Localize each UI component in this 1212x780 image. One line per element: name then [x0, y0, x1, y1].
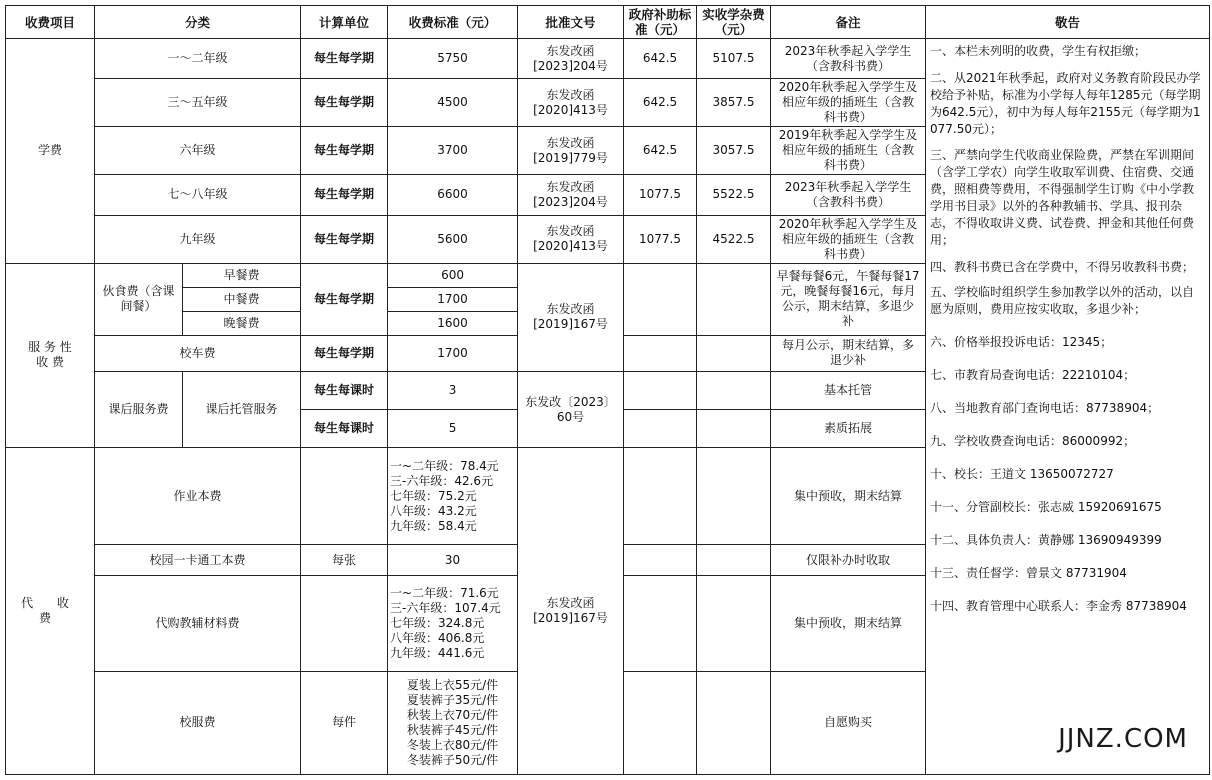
notice-item: 九、学校收费查询电话：86000992； — [930, 434, 1136, 449]
meal-name: 晚餐费 — [183, 311, 301, 335]
doc-cell: 东发改函 [2019]167号 — [518, 263, 624, 371]
actual-cell — [697, 263, 771, 335]
notice-item: 一、本栏未列明的收费，学生有权拒缴； — [930, 44, 1147, 59]
subsidy-cell: 1077.5 — [624, 215, 697, 263]
subsidy-cell — [624, 448, 697, 545]
doc-cell: 东发改〔2023〕 60号 — [518, 371, 624, 447]
unit-cell: 每生每学期 — [301, 79, 388, 127]
remark-cell: 2019年秋季起入学学生及 相应年级的插班生（含教 科书费） — [771, 127, 926, 175]
notice-item: 四、教科书费已含在学费中，不得另收教科书费； — [930, 260, 1195, 275]
remark-cell: 集中预收，期末结算 — [771, 448, 926, 545]
grade-cell: 九年级 — [95, 215, 301, 263]
collect-name: 代购教辅材料费 — [95, 576, 301, 671]
subsidy-cell — [624, 671, 697, 774]
notice-item: 十二、具体负责人：黄静娜 13690949399 — [930, 533, 1162, 548]
collect-name: 校园一卡通工本费 — [95, 545, 301, 576]
subsidy-cell — [624, 371, 697, 409]
standard-cell: 1600 — [388, 311, 518, 335]
header-unit: 计算单位 — [301, 6, 388, 39]
meal-name: 早餐费 — [183, 263, 301, 287]
remark-cell: 2020年秋季起入学学生及 相应年级的插班生（含教 科书费） — [771, 79, 926, 127]
standard-cell: 5600 — [388, 215, 518, 263]
unit-cell: 每生每学期 — [301, 127, 388, 175]
notice-item: 二、从2021年秋季起，政府对义务教育阶段民办学校给予补贴，标准为小学每人每年1285元（每学期为642.5元），初中为每人每年2155元（每学期为1077.50元）； — [930, 71, 1201, 137]
notice-item: 三、严禁向学生代收商业保险费，严禁在军训期间（含学工学农）向学生收取军训费、住宿费、交通费，照相费等费用，不得强制学生订购《中小学教学用书目录》以外的各种教辅书、学具、报刊杂志，不得收取讲义费、试卷费、押金和其他任何费用； — [930, 148, 1195, 248]
remark-cell: 基本托管 — [771, 371, 926, 409]
header-doc: 批准文号 — [518, 6, 624, 39]
unit-cell: 每生每学期 — [301, 175, 388, 215]
standard-cell: 1700 — [388, 335, 518, 371]
notice-item: 六、价格举报投诉电话：12345； — [930, 335, 1113, 350]
standard-cell: 1700 — [388, 287, 518, 311]
actual-cell: 3057.5 — [697, 127, 771, 175]
actual-cell — [697, 671, 771, 774]
subsidy-cell: 1077.5 — [624, 175, 697, 215]
standard-cell: 5 — [388, 410, 518, 448]
doc-cell: 东发改函 [2023]204号 — [518, 175, 624, 215]
actual-cell: 4522.5 — [697, 215, 771, 263]
collect-name: 校服费 — [95, 671, 301, 774]
standard-cell: 600 — [388, 263, 518, 287]
remark-cell: 2023年秋季起入学学生 （含教科书费） — [771, 175, 926, 215]
remark-cell: 素质拓展 — [771, 410, 926, 448]
standard-cell: 一~二年级：71.6元 三-六年级：107.4元 七年级：324.8元 八年级：406.8元 九年级：441.6元 — [388, 576, 518, 671]
actual-cell — [697, 410, 771, 448]
standard-cell: 3700 — [388, 127, 518, 175]
remark-cell: 早餐每餐6元，午餐每餐17 元，晚餐每餐16元，每月 公示，期末结算，多退少 补 — [771, 263, 926, 335]
remark-cell: 2023年秋季起入学学生 （含教科书费） — [771, 39, 926, 79]
header-standard: 收费标准（元） — [388, 6, 518, 39]
actual-cell: 5522.5 — [697, 175, 771, 215]
notice-panel — [926, 39, 1210, 775]
standard-cell: 3 — [388, 371, 518, 409]
tuition-label: 学费 — [6, 39, 95, 264]
bus-name: 校车费 — [95, 335, 301, 371]
actual-cell — [697, 545, 771, 576]
collect-name: 作业本费 — [95, 448, 301, 545]
header-subsidy: 政府补助标准（元） — [624, 6, 697, 39]
header-actual: 实收学杂费（元） — [697, 6, 771, 39]
unit-cell: 每生每课时 — [301, 371, 388, 409]
fee-table — [5, 5, 1210, 775]
standard-cell: 夏装上衣55元/件 夏装裤子35元/件 秋装上衣70元/件 秋装裤子45元/件 冬装上衣80元/件 冬装裤子50元/件 — [388, 671, 518, 774]
standard-cell: 5750 — [388, 39, 518, 79]
watermark-logo: JJNZ.COM — [1058, 724, 1188, 754]
subsidy-cell — [624, 335, 697, 371]
notice-item: 十四、教育管理中心联系人：李金秀 87738904 — [930, 599, 1187, 614]
unit-cell: 每生每学期 — [301, 335, 388, 371]
actual-cell: 3857.5 — [697, 79, 771, 127]
grade-cell: 七～八年级 — [95, 175, 301, 215]
actual-cell — [697, 335, 771, 371]
remark-cell: 集中预收，期末结算 — [771, 576, 926, 671]
collect-label: 代 收 费 — [6, 448, 95, 775]
actual-cell — [697, 371, 771, 409]
standard-cell: 一~二年级：78.4元 三-六年级：42.6元 七年级：75.2元 八年级：43.2元 九年级：58.4元 — [388, 448, 518, 545]
notice-item: 十一、分管副校长：张志威 15920691675 — [930, 500, 1162, 515]
subsidy-cell: 642.5 — [624, 39, 697, 79]
header-item: 收费项目 — [6, 6, 95, 39]
remark-cell: 自愿购买 — [771, 671, 926, 774]
doc-cell: 东发改函 [2019]167号 — [518, 448, 624, 775]
unit-cell: 每生每学期 — [301, 39, 388, 79]
after-school-sub: 课后托管服务 — [183, 371, 301, 447]
notice-item: 十三、责任督学：曾景文 87731904 — [930, 566, 1127, 581]
unit-cell: 每生每学期 — [301, 215, 388, 263]
notice-item: 五、学校临时组织学生参加教学以外的活动，以自愿为原则，费用应按实收取，多退少补； — [930, 285, 1195, 317]
notice-item: 七、市教育局查询电话：22210104； — [930, 368, 1136, 383]
grade-cell: 一～二年级 — [95, 39, 301, 79]
subsidy-cell — [624, 545, 697, 576]
standard-cell: 30 — [388, 545, 518, 576]
standard-cell: 4500 — [388, 79, 518, 127]
notice-item: 十、校长：王道文 13650072727 — [930, 467, 1114, 482]
remark-cell: 仅限补办时收取 — [771, 545, 926, 576]
subsidy-cell — [624, 263, 697, 335]
subsidy-cell — [624, 410, 697, 448]
header-category: 分类 — [95, 6, 301, 39]
doc-cell: 东发改函 [2020]413号 — [518, 215, 624, 263]
meal-label: 伙食费（含课 间餐） — [95, 263, 183, 335]
remark-cell: 2020年秋季起入学学生及 相应年级的插班生（含教 科书费） — [771, 215, 926, 263]
subsidy-cell: 642.5 — [624, 127, 697, 175]
unit-cell: 每生每课时 — [301, 410, 388, 448]
unit-cell: 每张 — [301, 545, 388, 576]
header-remark: 备注 — [771, 6, 926, 39]
unit-cell — [301, 448, 388, 545]
actual-cell — [697, 448, 771, 545]
service-label: 服 务 性 收 费 — [6, 263, 95, 447]
standard-cell: 6600 — [388, 175, 518, 215]
unit-cell — [301, 576, 388, 671]
subsidy-cell: 642.5 — [624, 79, 697, 127]
notice-item: 八、当地教育部门查询电话：87738904； — [930, 401, 1160, 416]
actual-cell — [697, 576, 771, 671]
grade-cell: 六年级 — [95, 127, 301, 175]
doc-cell: 东发改函 [2023]204号 — [518, 39, 624, 79]
unit-cell: 每生每学期 — [301, 263, 388, 335]
after-school-label: 课后服务费 — [95, 371, 183, 447]
remark-cell: 每月公示，期末结算，多 退少补 — [771, 335, 926, 371]
subsidy-cell — [624, 576, 697, 671]
doc-cell: 东发改函 [2020]413号 — [518, 79, 624, 127]
grade-cell: 三～五年级 — [95, 79, 301, 127]
doc-cell: 东发改函 [2019]779号 — [518, 127, 624, 175]
header-notice: 敬告 — [926, 6, 1210, 39]
unit-cell: 每件 — [301, 671, 388, 774]
actual-cell: 5107.5 — [697, 39, 771, 79]
meal-name: 中餐费 — [183, 287, 301, 311]
